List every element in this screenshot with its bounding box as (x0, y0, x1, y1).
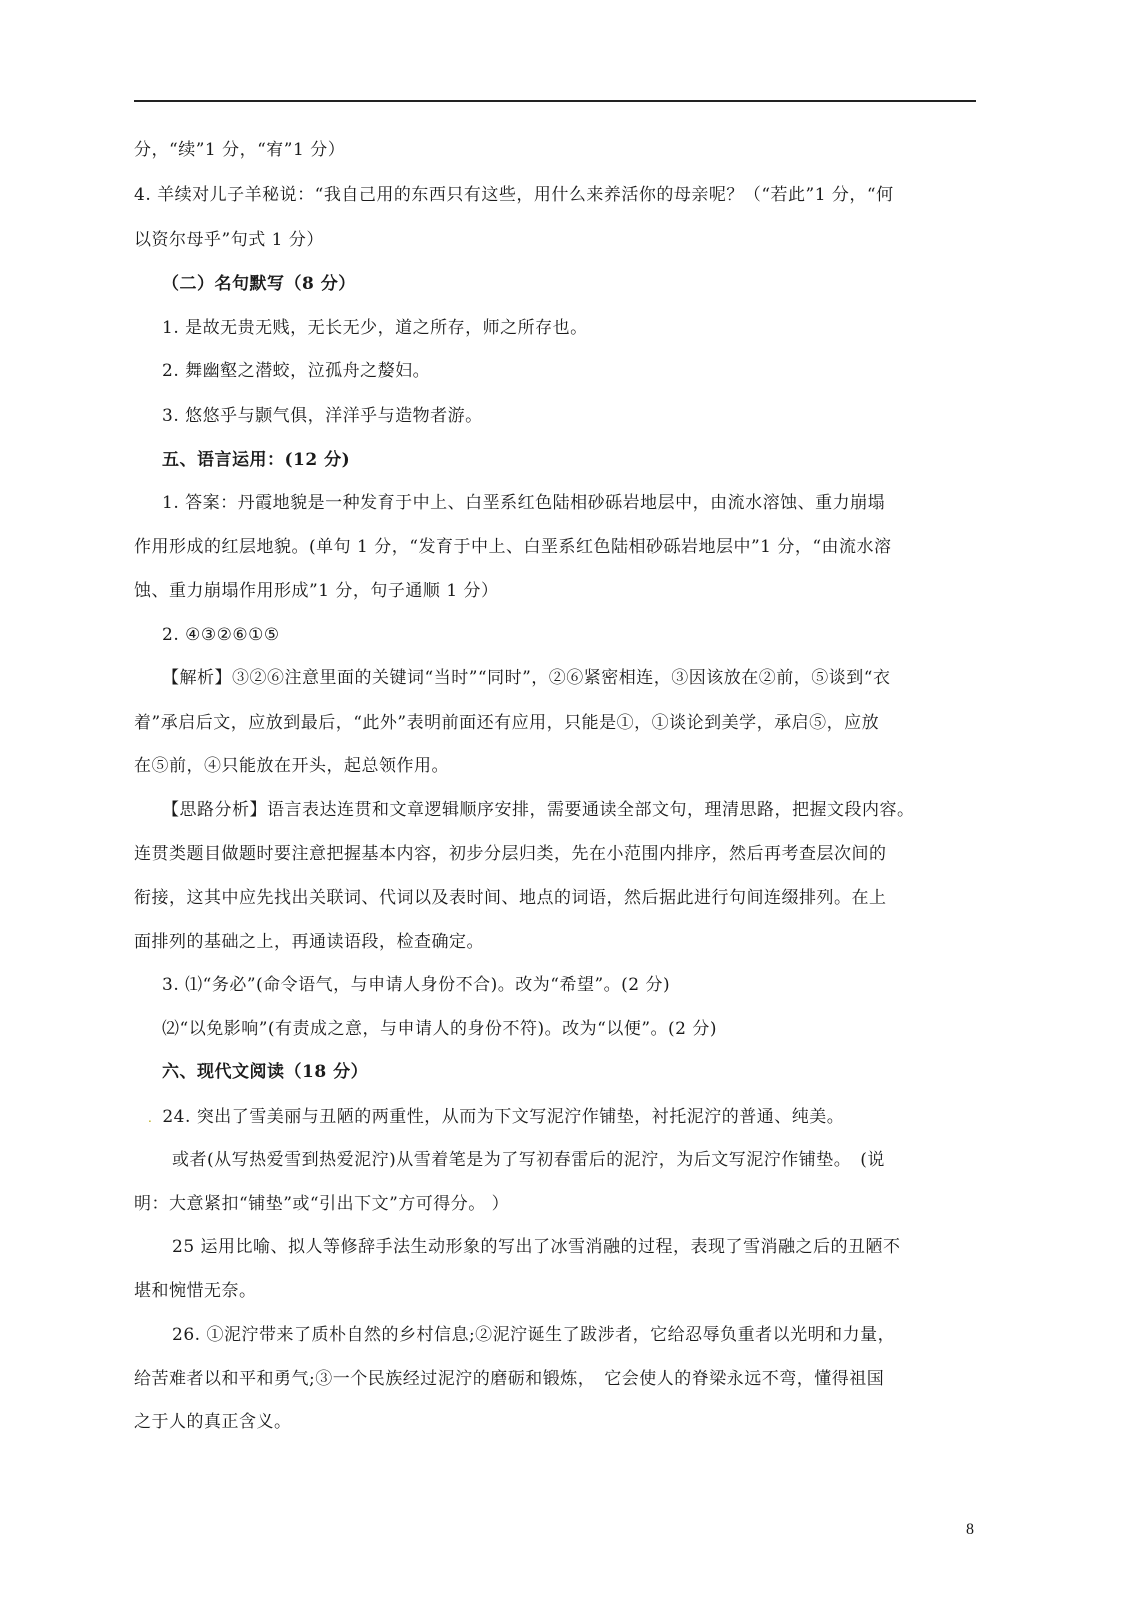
text-line: 之于人的真正含义。 (134, 1412, 292, 1432)
section-heading-modern-reading: 六、现代文阅读（18 分） (162, 1062, 369, 1082)
answer-4-line: 4. 羊续对儿子羊秘说：“我自己用的东西只有这些，用什么来养活你的母亲呢？（“若此”1 分，“何 (134, 185, 894, 205)
text-line: 在⑤前，④只能放在开头，起总领作用。 (134, 756, 449, 776)
answer-1-line: 1. 答案：丹霞地貌是一种发育于中上、白垩系红色陆相砂砾岩地层中，由流水溶蚀、重力崩塌 (162, 493, 886, 513)
answer-3-part-2: ⑵“以免影响”(有责成之意，与申请人的身份不符)。改为“以便”。(2 分) (162, 1019, 718, 1039)
answer-26-line: 26. ①泥泞带来了质朴自然的乡村信息;②泥泞诞生了跋涉者，它给忍辱负重者以光明和力量， (172, 1325, 896, 1345)
approach-analysis-line: 【思路分析】语言表达连贯和文章逻辑顺序安排，需要通读全部文句，理清思路，把握文段内容。 (162, 800, 915, 820)
text-line: 以资尔母乎”句式 1 分） (134, 230, 324, 250)
text-line: 明：大意紧扣“铺垫”或“引出下文”方可得分。 ） (134, 1194, 510, 1214)
text-line: 面排列的基础之上，再通读语段，检查确定。 (134, 932, 484, 952)
text-line: 连贯类题目做题时要注意把握基本内容，初步分层归类，先在小范围内排序，然后再考查层次间的 (134, 844, 887, 864)
recitation-item-1: 1. 是故无贵无贱，无长无少，道之所存，师之所存也。 (162, 318, 588, 338)
page-number: 8 (966, 1521, 974, 1538)
recitation-item-3: 3. 悠悠乎与颢气俱，洋洋乎与造物者游。 (162, 406, 483, 426)
recitation-item-2: 2. 舞幽壑之潜蛟，泣孤舟之嫠妇。 (162, 361, 431, 381)
text-line: 堪和惋惜无奈。 (134, 1281, 257, 1301)
text-line: 或者(从写热爱雪到热爱泥泞)从雪着笔是为了写初春雷后的泥泞，为后文写泥泞作铺垫。 (说 (172, 1150, 885, 1170)
text-line: 着”承启后文，应放到最后，“此外”表明前面还有应用，只能是①，①谈论到美学，承启⑤，应放 (134, 713, 880, 733)
analysis-line: 【解析】③②⑥注意里面的关键词“当时”“同时”，②⑥紧密相连，③因该放在②前，⑤谈到“衣 (162, 668, 891, 688)
answer-24-text: 24. 突出了雪美丽与丑陋的两重性，从而为下文写泥泞作铺垫，衬托泥泞的普通、纯美。 (162, 1107, 845, 1127)
answer-2-line: 2. ④③②⑥①⑤ (162, 625, 280, 645)
yellow-dot-mark: . (148, 1111, 153, 1125)
section-heading-famous-sentences: （二）名句默写（8 分） (162, 274, 356, 294)
text-line: 分，“续”1 分，“宥”1 分） (134, 140, 346, 160)
text-line: 蚀、重力崩塌作用形成”1 分，句子通顺 1 分） (134, 581, 499, 601)
text-line: 给苦难者以和平和勇气;③一个民族经过泥泞的磨砺和锻炼， 它会使人的脊梁永远不弯，懂得祖国 (134, 1369, 885, 1389)
answer-25-line: 25 运用比喻、拟人等修辞手法生动形象的写出了冰雪消融的过程，表现了雪消融之后的丑陋不 (172, 1237, 901, 1257)
answer-24-line (148, 1105, 844, 1130)
text-line: 作用形成的红层地貌。(单句 1 分，“发育于中上、白垩系红色陆相砂砾岩地层中”1 分，“由流水溶 (134, 537, 892, 557)
text-line: 衔接，这其中应先找出关联词、代词以及表时间、地点的词语，然后据此进行句间连缀排列。在上 (134, 888, 887, 908)
header-rule (134, 100, 976, 102)
section-heading-language-use: 五、语言运用：(12 分) (162, 450, 351, 470)
answer-3-line: 3. ⑴“务必”(命令语气，与申请人身份不合)。改为“希望”。(2 分) (162, 975, 671, 995)
